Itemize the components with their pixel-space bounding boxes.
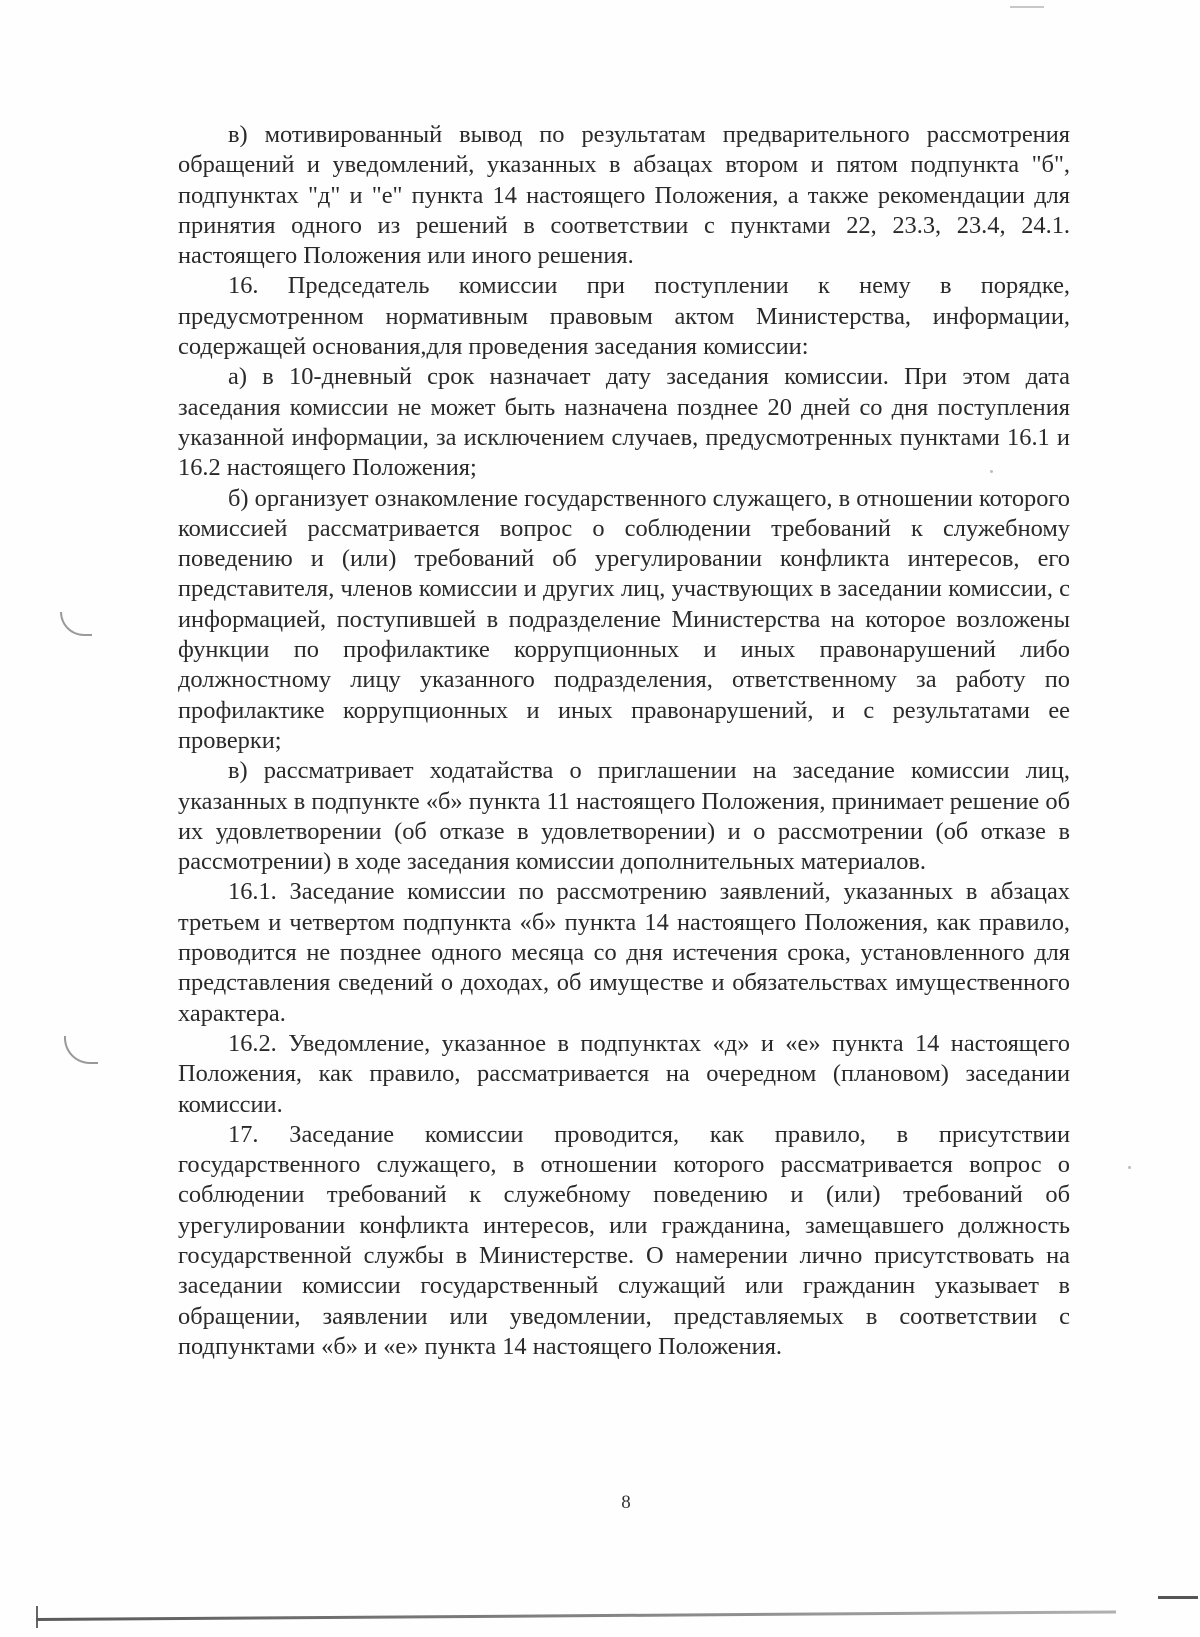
paragraph-17: 17. Заседание комиссии проводится, как правило, в присутствии государственного служащего, в отношении которого рассматривается вопрос о соблюдении требований к служебному поведению и (или) требований об урегулировании конфликта интересов, или гражданина, замещавшего должность государственной службы в Министерстве. О намерении лично присутствовать на заседании комиссии государственный служащий или гражданин указывает в обращении, заявлении или уведомлении, представляемых в соответствии с подпунктами «б» и «е» пункта 14 настоящего Положения.: [178, 1120, 1070, 1360]
paragraph-16-v: в) рассматривает ходатайства о приглашении на заседание комиссии лиц, указанных в подпункте «б» пункта 11 настоящего Положения, принимает решение об их удовлетворении (об отказе в удовлетворении) и о рассмотрении (об отказе в рассмотрении) в ходе заседания комиссии дополнительных материалов.: [178, 757, 1070, 876]
document-body: [178, 120, 1070, 1362]
binder-hole-mark: [64, 1036, 98, 1064]
binder-hole-mark: [60, 612, 92, 636]
paragraph-16-1: 16.1. Заседание комиссии по рассмотрению заявлений, указанных в абзацах третьем и четвертом подпункта «б» пункта 14 настоящего Положения, как правило, проводится не позднее одного месяца со дня истечения срока, установленного для представления сведений о доходах, об имуществе и обязательствах имущественного характера.: [178, 878, 1070, 1027]
page-number: 8: [621, 1492, 631, 1513]
scan-edge-bottom: [36, 1610, 1116, 1621]
paragraph-16-2: 16.2. Уведомление, указанное в подпунктах «д» и «е» пункта 14 настоящего Положения, как правило, рассматривается на очередном (плановом) заседании комиссии.: [178, 1029, 1070, 1118]
scan-speck: [990, 470, 993, 473]
scan-mark-top: [1010, 6, 1044, 8]
scan-speck: [1128, 1166, 1131, 1169]
scan-mark-bottom-right: [1158, 1596, 1198, 1599]
paragraph-v-motivated-conclusion: в) мотивированный вывод по результатам предварительного рассмотрения обращений и уведомлений, указанных в абзацах втором и пятом подпункта "б", подпунктах "д" и "е" пункта 14 настоящего Положения, а также рекомендации для принятия одного из решений в соответствии с пунктами 22, 23.3, 23.4, 24.1. настоящего Положения или иного решения.: [178, 121, 1070, 270]
paragraph-16-b: б) организует ознакомление государственного служащего, в отношении которого комиссией рассматривается вопрос о соблюдении требований к служебному поведению и (или) требований об урегулировании конфликта интересов, его представителя, членов комиссии и других лиц, участвующих в заседании комиссии, с информацией, поступившей в подразделение Министерства на которое возложены функции по профилактике коррупционных и иных правонарушений либо должностному лицу указанного подразделения, ответственному за работу по профилактике коррупционных и иных правонарушений, и с результатами ее проверки;: [178, 484, 1070, 754]
paragraph-16-chairman: 16. Председатель комиссии при поступлении к нему в порядке, предусмотренном нормативным правовым актом Министерства, информации, содержащей основания,для проведения заседания комиссии:: [178, 272, 1070, 361]
paragraph-16-a: а) в 10-дневный срок назначает дату заседания комиссии. При этом дата заседания комиссии не может быть назначена позднее 20 дней со дня поступления указанной информации, за исключением случаев, предусмотренных пунктами 16.1 и 16.2 настоящего Положения;: [178, 363, 1070, 482]
